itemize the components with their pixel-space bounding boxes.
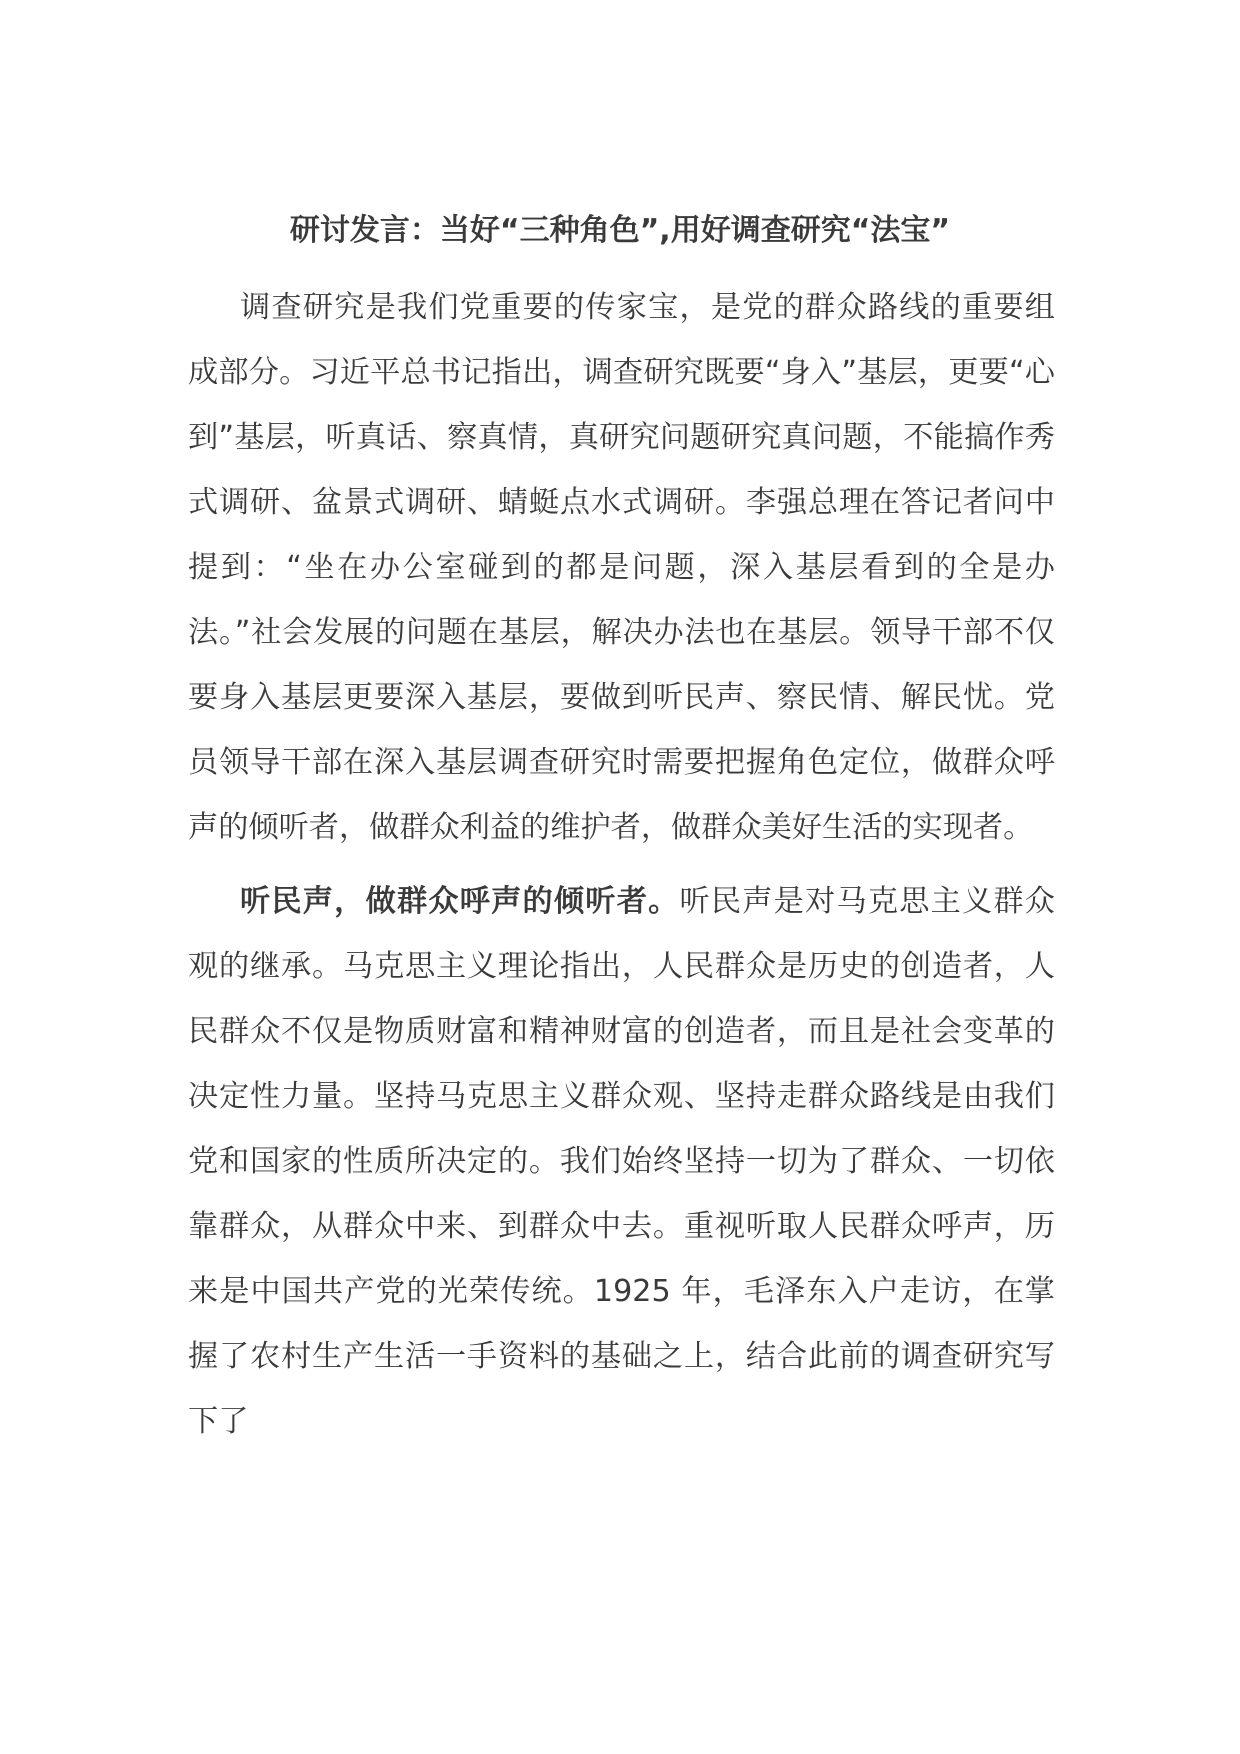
paragraph-text: 调查研究是我们党重要的传家宝，是党的群众路线的重要组成部分。习近平总书记指出，调查研究既要“身入”基层，更要“心到”基层，听真话、察真情，真研究问题研究真问题，不能搞作秀式调研、盆景式调研、蜻蜓点水式调研。李强总理在答记者问中提到：“坐在办公室碰到的都是问题，深入基层看到的全是办法。”社会发展的问题在基层，解决办法也在基层。领导干部不仅要身入基层更要深入基层，要做到听民声、察民情、解民忧。党员领导干部在深入基层调查研究时需要把握角色定位，做群众呼声的倾听者，做群众利益的维护者，做群众美好生活的实现者。 [188,290,1055,845]
paragraph-listen-voice [188,869,1055,1454]
paragraph-lead: 听民声，做群众呼声的倾听者。 [240,884,680,919]
paragraph-text: 听民声是对马克思主义群众观的继承。马克思主义理论指出，人民群众是历史的创造者，人民群众不仅是物质财富和精神财富的创造者，而且是社会变革的决定性力量。坚持马克思主义群众观、坚持走群众路线是由我们党和国家的性质所决定的。我们始终坚持一切为了群众、一切依靠群众，从群众中来、到群众中去。重视听取人民群众呼声，历来是中国共产党的光荣传统。1925 年，毛泽东入户走访，在掌握了农村生产生活一手资料的基础之上，结合此前的调查研究写下了 [188,884,1055,1439]
document-body [188,275,1055,1454]
paragraph-intro [188,275,1055,860]
document-title: 研讨发言：当好“三种角色”,用好调查研究“法宝” [289,213,951,248]
